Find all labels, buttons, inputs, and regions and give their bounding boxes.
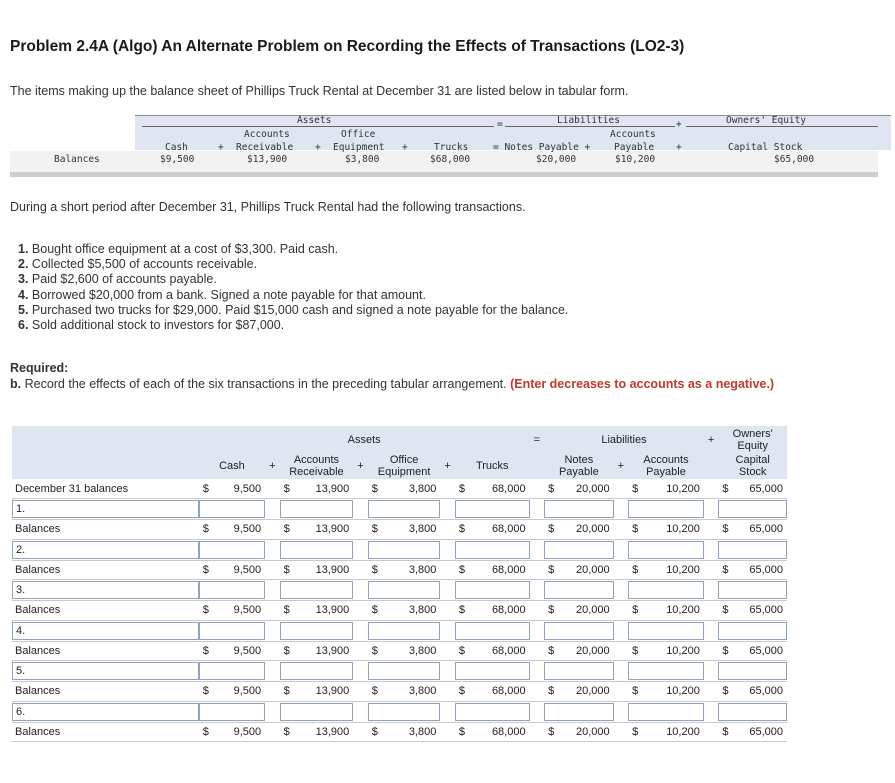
given-ar-label-1: Accounts [244, 129, 290, 140]
balance-oe: 3,800 [382, 682, 440, 702]
row-label: Balances [12, 682, 199, 702]
input-np[interactable] [544, 622, 614, 640]
balance-cash: 9,500 [213, 641, 265, 661]
input-ar[interactable] [280, 703, 354, 721]
dollar-sign: $ [544, 722, 559, 742]
col-trucks: Trucks [455, 453, 530, 479]
input-cash[interactable] [199, 662, 265, 680]
row-label: Balances [12, 601, 199, 621]
transaction-item: 4. Borrowed $20,000 from a bank. Signed a note payable for that amount. [18, 287, 426, 302]
input-cs[interactable] [718, 622, 787, 640]
given-cash-value: $9,500 [160, 154, 195, 165]
dollar-sign: $ [544, 520, 559, 540]
balance-oe: 3,800 [382, 641, 440, 661]
given-cs-value: $65,000 [774, 154, 815, 165]
balance-oe: 3,800 [382, 560, 440, 580]
required-text: b. Record the effects of each of the six transactions in the preceding tabular arrangement. (Enter decreases to accounts as a negative.) [10, 376, 775, 391]
dollar-sign: $ [544, 682, 559, 702]
dollar-sign: $ [280, 560, 295, 580]
balance-np: 20,000 [559, 560, 614, 580]
input-cash[interactable] [199, 581, 265, 599]
dollar-sign: $ [368, 479, 383, 499]
balance-row [12, 601, 787, 621]
input-trucks[interactable] [455, 500, 530, 518]
transaction-row [12, 661, 787, 682]
balance-cash: 9,500 [213, 479, 265, 499]
transactions-list [18, 242, 568, 333]
balance-ar: 13,900 [294, 601, 353, 621]
header-liabilities: Liabilities [544, 426, 704, 453]
col-plus: + [265, 453, 280, 479]
balance-ap: 10,200 [643, 520, 704, 540]
given-assets-label: Assets [297, 115, 332, 126]
given-trucks-label: Trucks [434, 142, 469, 153]
balance-np: 20,000 [559, 479, 614, 499]
input-cs[interactable] [718, 581, 787, 599]
input-oe[interactable] [368, 622, 441, 640]
dollar-sign: $ [280, 520, 295, 540]
col-np: Notes Payable [544, 453, 614, 479]
dollar-sign: $ [455, 479, 470, 499]
balance-trucks: 68,000 [469, 560, 529, 580]
transaction-number: 5. [12, 662, 199, 680]
balance-ar: 13,900 [294, 682, 353, 702]
col-equals [530, 453, 545, 479]
dollar-sign: $ [368, 520, 383, 540]
input-trucks[interactable] [455, 622, 530, 640]
input-cash[interactable] [199, 622, 265, 640]
given-oe-label-1: Office [341, 129, 376, 140]
dollar-sign: $ [628, 601, 643, 621]
given-plus-4: + [676, 142, 682, 153]
dollar-sign: $ [199, 520, 214, 540]
given-ap-value: $10,200 [615, 154, 656, 165]
transaction-number: 3. [12, 581, 199, 599]
balance-ar: 13,900 [294, 520, 353, 540]
balance-oe: 3,800 [382, 601, 440, 621]
col-plus: + [614, 453, 629, 479]
balance-cs: 65,000 [733, 601, 787, 621]
balance-cash: 9,500 [213, 560, 265, 580]
input-oe[interactable] [368, 581, 441, 599]
dollar-sign: $ [544, 601, 559, 621]
given-trucks-value: $68,000 [430, 154, 471, 165]
given-plus-1: + [218, 142, 224, 153]
balance-trucks: 68,000 [469, 479, 529, 499]
balance-ap: 10,200 [643, 479, 704, 499]
dollar-sign: $ [718, 722, 733, 742]
dollar-sign: $ [455, 601, 470, 621]
row-label: December 31 balances [12, 479, 199, 499]
balance-row [12, 641, 787, 661]
dollar-sign: $ [280, 601, 295, 621]
transaction-row [12, 580, 787, 601]
input-ap[interactable] [628, 541, 704, 559]
balance-ar: 13,900 [294, 641, 353, 661]
given-bottom-line [10, 172, 878, 177]
given-balances-block [10, 111, 878, 177]
balance-ar: 13,900 [294, 560, 353, 580]
row-label: Balances [12, 520, 199, 540]
input-cash[interactable] [199, 541, 265, 559]
balance-trucks: 68,000 [469, 641, 529, 661]
balance-ap: 10,200 [643, 722, 704, 742]
dollar-sign: $ [455, 682, 470, 702]
required-section [10, 361, 880, 392]
dollar-sign: $ [199, 601, 214, 621]
dollar-sign: $ [718, 601, 733, 621]
transactions-table [12, 426, 787, 742]
input-ap[interactable] [628, 662, 704, 680]
dollar-sign: $ [199, 682, 214, 702]
header-equity: Owners' Equity [718, 426, 787, 453]
dollar-sign: $ [628, 682, 643, 702]
balance-cash: 9,500 [213, 520, 265, 540]
transaction-number: 2. [12, 541, 199, 559]
dollar-sign: $ [718, 479, 733, 499]
balance-ap: 10,200 [643, 682, 704, 702]
dollar-sign: $ [628, 479, 643, 499]
transaction-row [12, 499, 787, 520]
balance-cash: 9,500 [213, 682, 265, 702]
input-np[interactable] [544, 662, 614, 680]
dollar-sign: $ [368, 601, 383, 621]
input-ar[interactable] [280, 500, 354, 518]
dollar-sign: $ [368, 722, 383, 742]
col-cs: Capital Stock [718, 453, 787, 479]
balance-oe: 3,800 [382, 520, 440, 540]
transaction-item: 2. Collected $5,500 of accounts receivable. [18, 257, 258, 272]
required-note: (Enter decreases to accounts as a negative.) [510, 376, 775, 391]
balance-cash: 9,500 [213, 601, 265, 621]
balance-ar: 13,900 [294, 722, 353, 742]
dollar-sign: $ [718, 641, 733, 661]
balance-np: 20,000 [559, 722, 614, 742]
given-row-label: Balances [54, 154, 100, 165]
given-oe-value: $3,800 [345, 154, 380, 165]
transaction-number: 4. [12, 622, 199, 640]
balance-row [12, 682, 787, 702]
transaction-row [12, 701, 787, 722]
balance-cs: 65,000 [733, 560, 787, 580]
input-cs[interactable] [718, 662, 787, 680]
dollar-sign: $ [368, 560, 383, 580]
balance-ar: 13,900 [294, 479, 353, 499]
given-cs-label: Capital Stock [728, 142, 803, 153]
dollar-sign: $ [199, 560, 214, 580]
dollar-sign: $ [544, 479, 559, 499]
transaction-item: 5. Purchased two trucks for $29,000. Paid $15,000 cash and signed a note payable for the balance. [18, 302, 569, 317]
dollar-sign: $ [718, 682, 733, 702]
balance-cs: 65,000 [733, 479, 787, 499]
dollar-sign: $ [544, 560, 559, 580]
row-label: Balances [12, 641, 199, 661]
input-oe[interactable] [368, 703, 441, 721]
input-cash[interactable] [199, 703, 265, 721]
dollar-sign: $ [368, 641, 383, 661]
dollar-sign: $ [280, 479, 295, 499]
given-plus-eq: + [676, 119, 682, 130]
input-ar[interactable] [280, 541, 354, 559]
header-blank-2 [12, 453, 199, 479]
balance-trucks: 68,000 [469, 601, 529, 621]
header-plus: + [704, 426, 719, 453]
dollar-sign: $ [280, 641, 295, 661]
header-equals: = [530, 426, 545, 453]
transaction-number: 1. [12, 500, 199, 518]
dollar-sign: $ [628, 722, 643, 742]
required-heading: Required: [10, 361, 69, 375]
balance-oe: 3,800 [382, 722, 440, 742]
input-ar[interactable] [280, 662, 354, 680]
input-np[interactable] [544, 541, 614, 559]
dollar-sign: $ [455, 560, 470, 580]
balance-trucks: 68,000 [469, 520, 529, 540]
col-oe: Office Equipment [368, 453, 441, 479]
input-np[interactable] [544, 703, 614, 721]
row-label: Balances [12, 560, 199, 580]
transaction-item: 1. Bought office equipment at a cost of $3,300. Paid cash. [18, 242, 339, 256]
balance-trucks: 68,000 [469, 682, 529, 702]
input-ar[interactable] [280, 581, 354, 599]
row-label: Balances [12, 722, 199, 742]
col-plus: + [353, 453, 368, 479]
input-ap[interactable] [628, 622, 704, 640]
dollar-sign: $ [718, 560, 733, 580]
col-plus: + [440, 453, 455, 479]
given-liabilities-label: Liabilities [557, 115, 620, 126]
dollar-sign: $ [455, 520, 470, 540]
input-ap[interactable] [628, 500, 704, 518]
transaction-item: 6. Sold additional stock to investors for $87,000. [18, 318, 285, 333]
given-plus-3: + [402, 142, 408, 153]
input-oe[interactable] [368, 500, 441, 518]
transactions-intro: During a short period after December 31, Phillips Truck Rental had the following transactions. [10, 200, 526, 214]
given-ap-label-2: Payable [614, 142, 655, 153]
input-oe[interactable] [368, 662, 441, 680]
input-trucks[interactable] [455, 662, 530, 680]
given-np-value: $20,000 [536, 154, 577, 165]
transaction-row [12, 539, 787, 560]
input-trucks[interactable] [455, 703, 530, 721]
given-equals: = [497, 119, 503, 130]
balance-ap: 10,200 [643, 641, 704, 661]
header-assets: Assets [199, 426, 530, 453]
input-trucks[interactable] [455, 581, 530, 599]
balance-np: 20,000 [559, 601, 614, 621]
col-ar: Accounts Receivable [280, 453, 354, 479]
dollar-sign: $ [455, 641, 470, 661]
dollar-sign: $ [199, 641, 214, 661]
balance-oe: 3,800 [382, 479, 440, 499]
dollar-sign: $ [628, 641, 643, 661]
balance-cs: 65,000 [733, 722, 787, 742]
balance-row [12, 520, 787, 540]
given-ap-label-1: Accounts [610, 129, 656, 140]
dollar-sign: $ [628, 520, 643, 540]
balance-trucks: 68,000 [469, 722, 529, 742]
balance-row [12, 560, 787, 580]
input-cs[interactable] [718, 703, 787, 721]
given-oe-label-2: Equipment [333, 142, 385, 153]
balance-ap: 10,200 [643, 601, 704, 621]
input-cs[interactable] [718, 500, 787, 518]
input-np[interactable] [544, 500, 614, 518]
given-ar-label-2: Receivable [236, 142, 294, 153]
balance-np: 20,000 [559, 520, 614, 540]
dollar-sign: $ [199, 722, 214, 742]
dollar-sign: $ [628, 560, 643, 580]
given-cash-label: Cash [165, 142, 188, 153]
input-cash[interactable] [199, 500, 265, 518]
given-plus-2: + [315, 142, 321, 153]
balance-cs: 65,000 [733, 682, 787, 702]
intro-text: The items making up the balance sheet of Phillips Truck Rental at December 31 are listed below in tabular form. [10, 84, 629, 98]
header-blank [12, 426, 199, 453]
col-cash: Cash [199, 453, 265, 479]
balance-cs: 65,000 [733, 520, 787, 540]
balance-cs: 65,000 [733, 641, 787, 661]
input-ap[interactable] [628, 703, 704, 721]
dollar-sign: $ [280, 682, 295, 702]
dollar-sign: $ [544, 641, 559, 661]
input-np[interactable] [544, 581, 614, 599]
transaction-row [12, 620, 787, 641]
col-plus-eq [704, 453, 719, 479]
opening-balance-row [12, 479, 787, 499]
transaction-item: 3. Paid $2,600 of accounts payable. [18, 272, 217, 287]
input-cs[interactable] [718, 541, 787, 559]
dollar-sign: $ [199, 479, 214, 499]
input-ap[interactable] [628, 581, 704, 599]
given-ar-value: $13,900 [247, 154, 288, 165]
dollar-sign: $ [280, 722, 295, 742]
balance-np: 20,000 [559, 641, 614, 661]
col-ap: Accounts Payable [628, 453, 704, 479]
balance-ap: 10,200 [643, 560, 704, 580]
transaction-number: 6. [12, 703, 199, 721]
input-trucks[interactable] [455, 541, 530, 559]
dollar-sign: $ [368, 682, 383, 702]
given-np-label: = Notes Payable + [493, 142, 591, 153]
problem-title: Problem 2.4A (Algo) An Alternate Problem on Recording the Effects of Transactions (LO2-3) [10, 38, 685, 55]
balance-row [12, 722, 787, 742]
input-oe[interactable] [368, 541, 441, 559]
given-equity-label: Owners' Equity [726, 115, 807, 126]
dollar-sign: $ [455, 722, 470, 742]
input-ar[interactable] [280, 622, 354, 640]
balance-cash: 9,500 [213, 722, 265, 742]
balance-np: 20,000 [559, 682, 614, 702]
dollar-sign: $ [718, 520, 733, 540]
